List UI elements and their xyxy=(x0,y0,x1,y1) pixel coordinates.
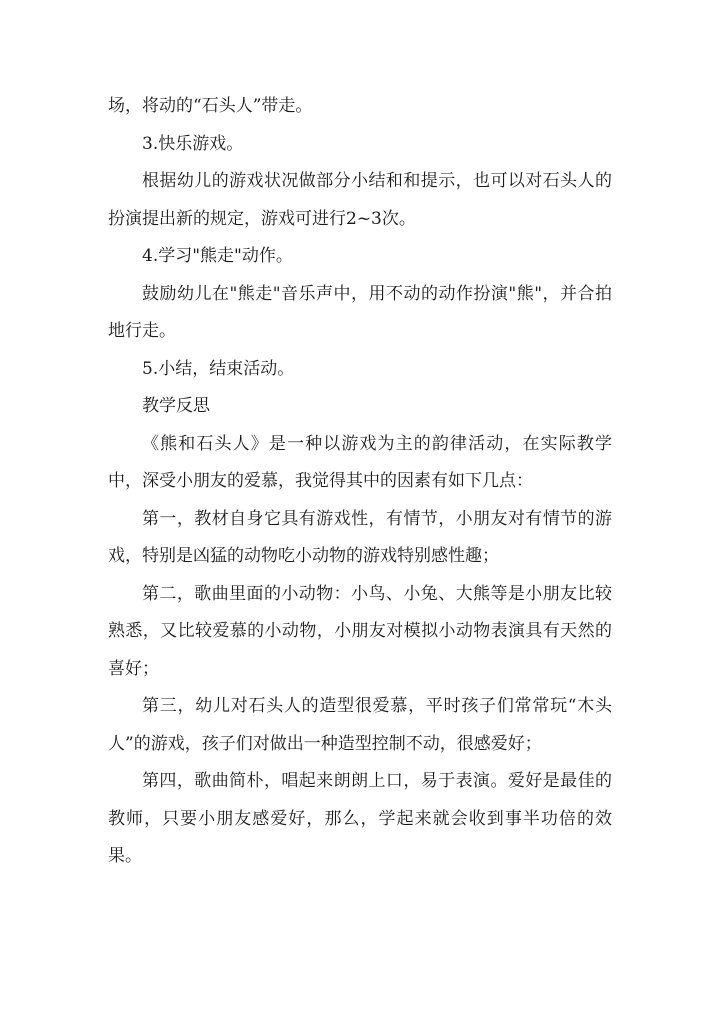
paragraph-point-3: 第三，幼儿对石头人的造型很爱慕，平时孩子们常常玩“木头人”的游戏，孩子们对做出一种造型控制不动，很感爱好； xyxy=(108,696,612,754)
paragraph-step-5-heading: 5.小结，结束活动。 xyxy=(142,358,295,379)
paragraph-step-4-body: 鼓励幼儿在"熊走"音乐声中，用不动的动作扮演"熊"，并合拍地行走。 xyxy=(108,283,612,341)
paragraph-point-2: 第二，歌曲里面的小动物：小鸟、小兔、大熊等是小朋友比较熟悉，又比较爱慕的小动物，小朋友对模拟小动物表演具有天然的喜好； xyxy=(108,583,612,679)
paragraph-point-1: 第一，教材自身它具有游戏性，有情节，小朋友对有情节的游戏，特别是凶猛的动物吃小动物的游戏特别感性趣； xyxy=(108,508,612,566)
paragraph-step-3-body: 根据幼儿的游戏状况做部分小结和和提示，也可以对石头人的扮演提出新的规定，游戏可进行2~3次。 xyxy=(108,171,612,229)
document-body xyxy=(108,88,612,876)
paragraph-step-3-heading: 3.快乐游戏。 xyxy=(142,133,244,154)
paragraph-continuation: 场，将动的“石头人”带走。 xyxy=(108,96,313,116)
paragraph-reflection-intro: 《熊和石头人》是一种以游戏为主的韵律活动，在实际教学中，深受小朋友的爱慕，我觉得其中的因素有如下几点： xyxy=(108,433,612,491)
paragraph-point-4: 第四，歌曲简朴，唱起来朗朗上口，易于表演。爱好是最佳的教师，只要小朋友感爱好，那么，学起来就会收到事半功倍的效果。 xyxy=(108,771,612,866)
paragraph-step-4-heading: 4.学习"熊走"动作。 xyxy=(142,246,293,266)
section-title-reflection: 教学反思 xyxy=(142,396,210,416)
